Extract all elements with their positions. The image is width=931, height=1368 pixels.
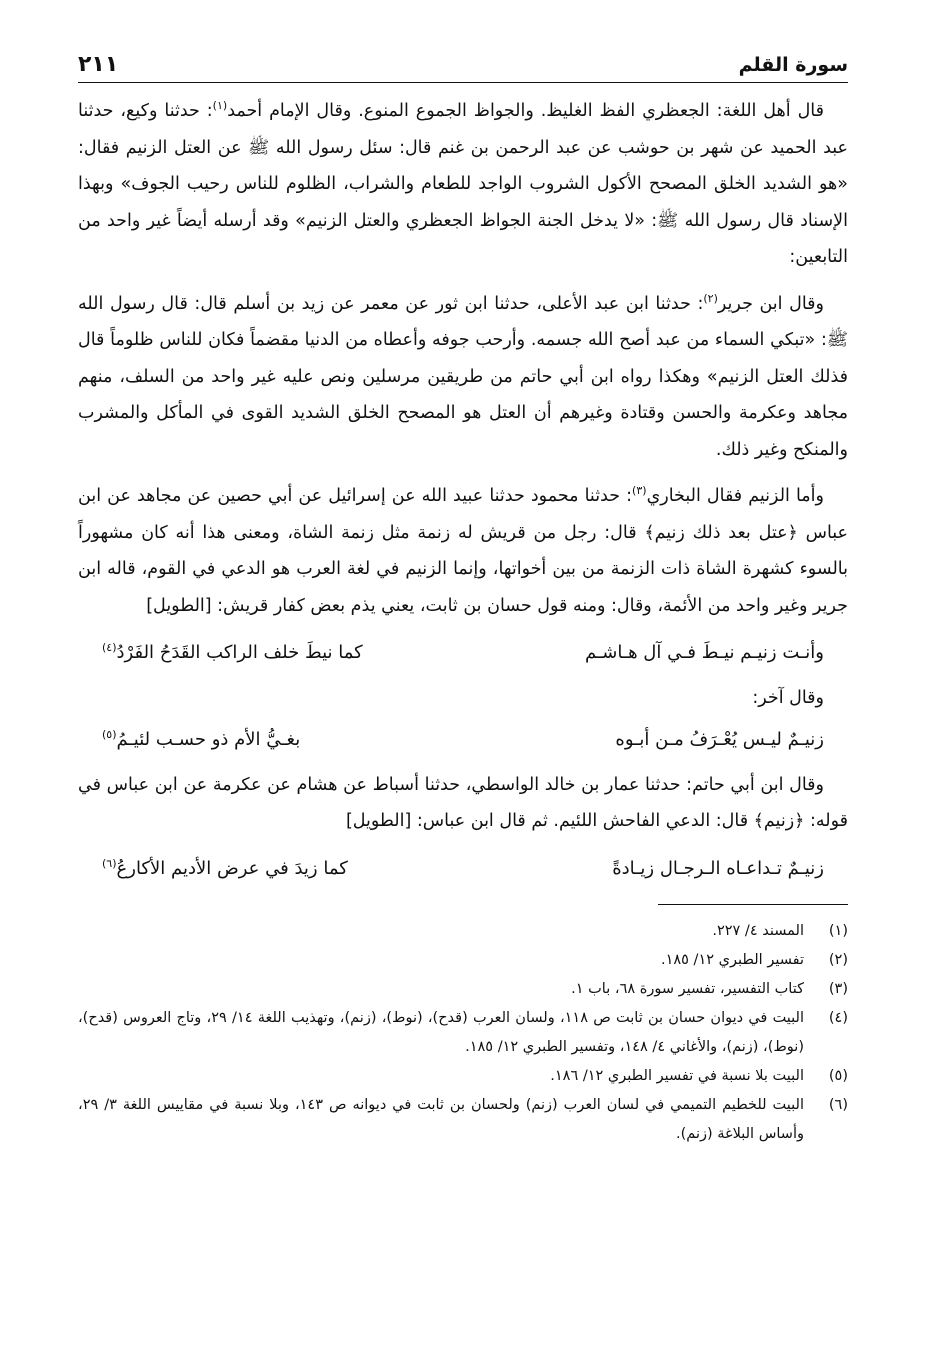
verse-1: [78, 634, 848, 672]
footnote-ref-2: (٢): [703, 291, 718, 305]
footnote-item: [78, 1004, 848, 1062]
footnote-number: (٢): [828, 951, 848, 968]
verse-2: [78, 721, 848, 759]
footnotes: [78, 917, 848, 1149]
header-rule: [78, 82, 848, 83]
verse-2-second-hemistich: [102, 721, 300, 759]
paragraph-text: وأما الزنيم فقال البخاري: [646, 486, 824, 506]
footnote-text: البيت للخطيم التميمي في لسان العرب (زنم) ولحسان بن ثابت في ديوانه ص ١٤٣، وبلا نسبة في مقاييس اللغة ٣/ ٢٩، وأساس البلاغة (زنم).: [78, 1096, 804, 1142]
footnote-number: (٥): [828, 1067, 848, 1084]
paragraph-1: [78, 93, 848, 276]
footnote-item: [78, 917, 848, 946]
verse-2-first-hemistich: زنيـمٌ ليـس يُعْـرَفُ مـن أبـوه: [615, 728, 824, 750]
page-header: [78, 48, 848, 80]
footnote-text: البيت في ديوان حسان بن ثابت ص ١١٨، ولسان العرب (قدح)، (نوط)، (زنم)، وتهذيب اللغة ١٤/ ٢٩، وتاج العروس (قدح)، (نوط)، (زنم)، والأغاني ٤/ ١٤٨، وتفسير الطبري ١٢/ ١٨٥.: [78, 1009, 805, 1055]
footnote-ref-6: (٦): [102, 856, 117, 870]
paragraph-4: وقال ابن أبي حاتم: حدثنا عمار بن خالد الواسطي، حدثنا أسباط عن هشام عن عكرمة عن ابن عباس في قوله: ﴿زنيم﴾ قال: الدعي الفاحش اللئيم. ثم قال ابن عباس: [الطويل]: [78, 774, 848, 831]
footnote-separator: [658, 904, 848, 905]
verse-1-second-hemistich: [102, 634, 363, 672]
footnote-item: [78, 946, 848, 975]
footnote-text: البيت بلا نسبة في تفسير الطبري ١٢/ ١٨٦.: [550, 1067, 804, 1084]
page-number: ٢١١: [78, 52, 119, 77]
footnote-ref-1: (١): [212, 99, 228, 113]
footnote-item: [78, 975, 848, 1004]
footnote-text: تفسير الطبري ١٢/ ١٨٥.: [660, 951, 804, 968]
footnote-number: (٦): [828, 1096, 848, 1113]
book-page: [78, 48, 848, 1149]
paragraph-2: [78, 286, 848, 469]
paragraph-text: : حدثنا وكيع، حدثنا عبد الحميد عن شهر بن حوشب عن عبد الرحمن بن غنم قال: سئل رسول الله ﷺ عن العتل الزنيم فقال: «هو الشديد الخلق المصحح الأكول الشروب الواجد للطعام والشراب، الظلوم للناس رحيب الجوف» وبهذا الإسناد قال رسول الله ﷺ: «لا يدخل الجنة الجواظ الجعظري والعتل الزنيم» وقد أرسله أيضاً غير واحد من التابعين:: [78, 101, 848, 267]
main-text: [78, 93, 848, 888]
hemistich-text: كما زيدَ في عرض الأديم الأكارعُ: [116, 857, 348, 879]
footnote-text: المسند ٤/ ٢٢٧.: [712, 922, 804, 939]
paragraph-text: : حدثنا محمود حدثنا عبيد الله عن إسرائيل عن أبي حصين عن مجاهد عن ابن عباس ﴿عتل بعد ذلك زنيم﴾ قال: رجل من قريش له زنمة مثل زنمة الشاة، ومعنى هذا أنه كان مشهوراً بالسوء كشهرة الشاة ذات الزنمة من بين أخواتها، وإنما الزنيم في لغة العرب هو الدعي في القوم، قاله ابن جرير وغير واحد من الأئمة، وقال: ومنه قول حسان بن ثابت، يعني يذم بعض كفار قريش: [الطويل]: [78, 486, 848, 616]
verse-3: [78, 850, 848, 888]
footnote-ref-5: (٥): [102, 727, 117, 741]
footnote-number: (١): [828, 922, 848, 939]
surah-title: سورة القلم: [738, 54, 848, 76]
paragraph-text: قال أهل اللغة: الجعظري الفظ الغليظ. والجواظ الجموع المنوع. وقال الإمام أحمد: [227, 101, 824, 121]
paragraph-3: [78, 478, 848, 624]
footnote-number: (٤): [828, 1009, 848, 1026]
verse-3-second-hemistich: [102, 850, 348, 888]
footnote-item: [78, 1091, 848, 1149]
verse-1-first-hemistich: وأنـت زنيـم نيـطَ فـي آل هـاشـم: [585, 642, 824, 663]
hemistich-text: بغـيُّ الأم ذو حسـب لئيـمُ: [116, 728, 301, 750]
footnote-text: كتاب التفسير، تفسير سورة ٦٨، باب ١.: [571, 980, 804, 997]
footnote-ref-3: (٣): [632, 484, 647, 498]
footnote-item: [78, 1062, 848, 1091]
paragraph-text: وقال ابن جرير: [717, 293, 824, 314]
another-said-line: وقال آخر:: [752, 688, 824, 708]
footnote-number: (٣): [828, 980, 848, 997]
paragraph-text: : حدثنا ابن عبد الأعلى، حدثنا ابن ثور عن معمر عن زيد بن أسلم قال: قال رسول الله ﷺ: «تبكي السماء من عبد أصح الله جسمه. وأرحب جوفه وأعطاه من الدنيا مقضماً فكان للناس ظلوماً قال فذلك العتل الزنيم» وهكذا رواه ابن أبي حاتم من طريقين مرسلين ونص عليه غير واحد من السلف، منهم مجاهد وعكرمة والحسن وقتادة وغيرهم أن العتل هو المصحح الخلق الشديد القوى في المأكل والمشرب والمنكح وغير ذلك.: [78, 293, 848, 460]
hemistich-text: كما نيطَ خلف الراكب القَدَحُ الفَرْدُ: [116, 642, 363, 663]
footnote-ref-4: (٤): [102, 641, 117, 654]
verse-3-first-hemistich: زنيـمٌ تـداعـاه الـرجـال زيـادةً: [612, 857, 824, 879]
